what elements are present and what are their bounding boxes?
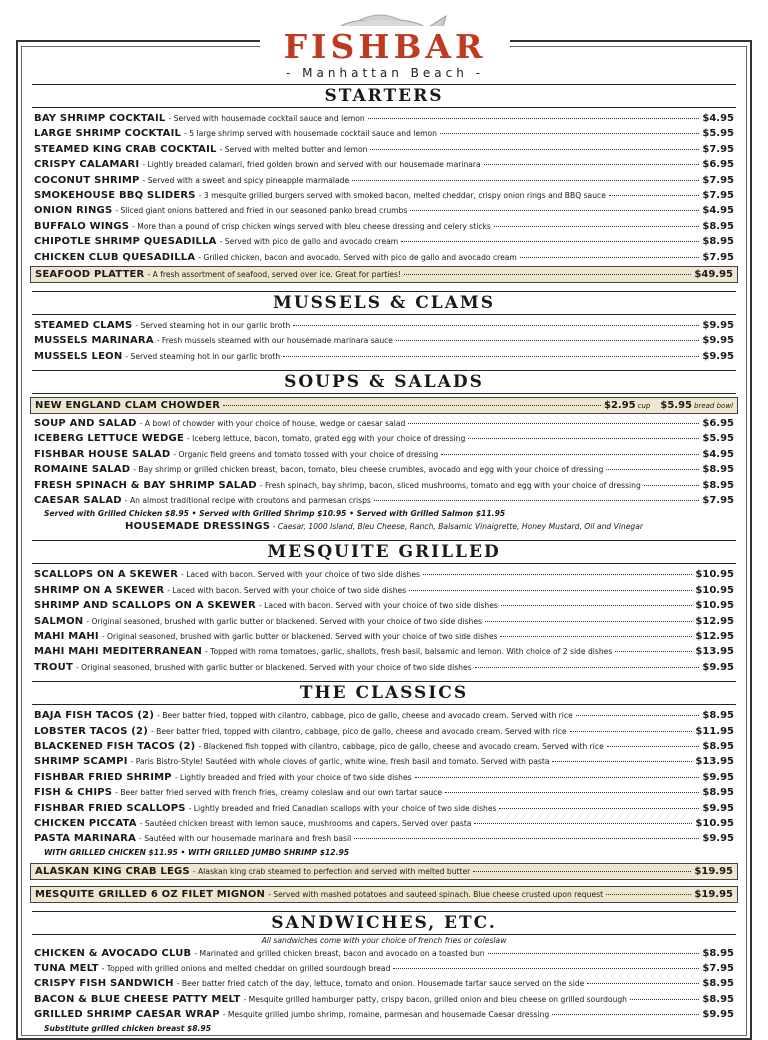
item-name: CHICKEN PICCATA — [34, 817, 137, 829]
leader-dots — [441, 454, 699, 455]
item-description: - Beer batter fried catch of the day, lettuce, tomato and onion. Housemade tartar sauce served on the side — [176, 979, 585, 989]
section-title-classics: THE CLASSICS — [32, 681, 736, 705]
item-name: FISHBAR FRIED SCALLOPS — [34, 802, 186, 814]
leader-dots — [552, 1014, 699, 1015]
item-price: $4.95 — [702, 448, 734, 460]
item-name: STEAMED KING CRAB COCKTAIL — [34, 143, 217, 155]
item-price: $9.95 — [702, 802, 734, 814]
item-name: SOUP AND SALAD — [34, 418, 137, 430]
menu-item-feature — [30, 886, 738, 903]
item-name: FISHBAR FRIED SHRIMP — [34, 771, 172, 783]
item-name: BACON & BLUE CHEESE PATTY MELT — [34, 993, 241, 1005]
item-name: CHICKEN & AVOCADO CLUB — [34, 947, 192, 959]
item-name: MESQUITE GRILLED 6 OZ FILET MIGNON — [35, 888, 266, 900]
item-price: $9.95 — [702, 1009, 734, 1021]
leader-dots — [576, 715, 700, 716]
item-price: $8.95 — [702, 479, 734, 491]
item-name: ICEBERG LETTUCE WEDGE — [34, 433, 184, 445]
item-price: $7.95 — [702, 143, 734, 155]
menu-item — [30, 173, 738, 188]
location-tagline: - Manhattan Beach - — [286, 66, 484, 80]
item-description: - Alaskan king crab steamed to perfection and served with melted butter — [192, 866, 471, 876]
section-title-starters: STARTERS — [32, 84, 736, 108]
item-description: - Lightly breaded and fried Canadian scallops with your choice of two side dishes — [188, 803, 497, 813]
leader-dots — [374, 500, 699, 501]
item-price: $5.95 — [702, 433, 734, 445]
item-name: MAHI MAHI — [34, 630, 99, 642]
item-description: - Mesquite grilled hamburger patty, crispy bacon, grilled onion and bleu cheese on grilled sourdough — [243, 994, 627, 1004]
item-description: - 5 large shrimp served with housemade cocktail sauce and lemon — [184, 129, 437, 139]
leader-dots — [630, 999, 699, 1000]
menu-item — [30, 831, 738, 846]
leader-dots — [368, 118, 700, 119]
item-description: - Topped with roma tomatoes, garlic, shallots, fresh basil, balsamic and lemon. With choice of 2 side dishes — [205, 647, 613, 657]
item-name: SEAFOOD PLATTER — [35, 268, 145, 280]
leader-dots — [283, 356, 699, 357]
menu-item — [30, 598, 738, 613]
leader-dots — [606, 469, 699, 470]
item-description: - Topped with grilled onions and melted cheddar on grilled sourdough bread — [101, 964, 391, 974]
mussels-list — [30, 318, 738, 364]
item-description: - Served steaming hot in our garlic broth — [135, 320, 291, 330]
menu-item — [30, 126, 738, 141]
item-price: $10.95 — [695, 584, 734, 596]
brand-logo: FISHBAR — [283, 27, 487, 66]
menu-item — [30, 188, 738, 203]
starters-list — [30, 111, 738, 265]
item-name: CAESAR SALAD — [34, 495, 122, 507]
menu-item — [30, 234, 738, 249]
item-description: - A fresh assortment of seafood, served over ice. Great for parties! — [147, 269, 401, 279]
item-description: - Served with melted butter and lemon — [219, 144, 368, 154]
leader-dots — [410, 210, 699, 211]
item-name: SMOKEHOUSE BBQ SLIDERS — [34, 189, 196, 201]
caesar-addons: Served with Grilled Chicken $8.95 • Served with Grilled Shrimp $10.95 • Served with Grilled Salmon $11.95 — [44, 509, 506, 519]
leader-dots — [409, 590, 692, 591]
leader-dots — [474, 823, 692, 824]
item-name: SHRIMP AND SCALLOPS ON A SKEWER — [34, 600, 256, 612]
section-title-soups: SOUPS & SALADS — [32, 370, 736, 394]
item-price: $8.95 — [702, 236, 734, 248]
mesquite-list — [30, 567, 738, 675]
item-price: $7.95 — [702, 495, 734, 507]
item-name: SHRIMP ON A SKEWER — [34, 584, 165, 596]
item-price: $9.95 — [702, 335, 734, 347]
item-price: $13.95 — [695, 756, 734, 768]
item-price: $9.95 — [702, 661, 734, 673]
leader-dots — [500, 636, 692, 637]
leader-dots — [475, 667, 700, 668]
item-description: - Paris Bistro-Style! Sautéed with whole cloves of garlic, white wine, fresh basil and tomato. Served with pasta — [130, 757, 550, 767]
menu-item — [30, 478, 738, 493]
item-description: - Marinated and grilled chicken breast, bacon and avocado on a toasted bun — [194, 948, 485, 958]
item-name: ALASKAN KING CRAB LEGS — [35, 865, 190, 877]
section-title-sandwiches: SANDWICHES, ETC. — [32, 911, 736, 935]
item-name: CHIPOTLE SHRIMP QUESADILLA — [34, 236, 217, 248]
item-price: $10.95 — [695, 817, 734, 829]
item-description: - 3 mesquite grilled burgers served with smoked bacon, melted cheddar, crispy onion rings and BBQ sauce — [198, 190, 606, 200]
item-name: CRISPY FISH SANDWICH — [34, 978, 174, 990]
item-description: - Served with a sweet and spicy pineapple marmalade — [142, 175, 350, 185]
item-name: BAY SHRIMP COCKTAIL — [34, 113, 166, 124]
cup-price: $2.95 — [604, 400, 636, 412]
item-price: $10.95 — [695, 569, 734, 581]
item-name: TUNA MELT — [34, 963, 99, 975]
leader-dots — [393, 968, 699, 969]
item-name: ROMAINE SALAD — [34, 464, 131, 476]
item-price: $9.95 — [702, 833, 734, 845]
leader-dots — [606, 894, 691, 895]
leader-dots — [354, 838, 699, 839]
item-description: - Fresh spinach, bay shrimp, bacon, sliced mushrooms, tomato and egg with your choice of dressing — [259, 480, 641, 490]
menu-item-feature — [30, 863, 738, 880]
menu-item-feature — [30, 397, 738, 414]
item-description: - Lightly breaded calamari, fried golden brown and served with our housemade marinara — [142, 160, 481, 170]
item-price: $4.95 — [702, 113, 734, 124]
menu-content — [30, 84, 738, 1035]
item-price: $8.95 — [702, 740, 734, 752]
item-name: MAHI MAHI MEDITERRANEAN — [34, 646, 203, 658]
menu-item — [30, 660, 738, 675]
wrap-substitution: Substitute grilled chicken breast $8.95 — [44, 1023, 212, 1033]
bowl-label: bread bowl — [694, 402, 733, 411]
item-price: $8.95 — [702, 947, 734, 959]
leader-dots — [587, 983, 699, 984]
leader-dots — [644, 485, 700, 486]
leader-dots — [609, 195, 699, 196]
menu-item — [30, 644, 738, 659]
item-description: - Iceberg lettuce, bacon, tomato, grated egg with your choice of dressing — [186, 434, 466, 444]
menu-item — [30, 157, 738, 172]
menu-item — [30, 318, 738, 333]
header — [260, 26, 510, 82]
menu-item — [30, 219, 738, 234]
item-price: $12.95 — [695, 615, 734, 627]
item-name: ONION RINGS — [34, 205, 113, 217]
menu-item — [30, 785, 738, 800]
menu-item — [30, 567, 738, 582]
leader-dots — [570, 731, 693, 732]
leader-dots — [520, 257, 700, 258]
item-description: - Lightly breaded and fried with your choice of two side dishes — [174, 772, 412, 782]
leader-dots — [440, 133, 699, 134]
item-description: - Beer batter fried, topped with cilantro, cabbage, pico de gallo, cheese and avocado cream. Served with rice — [150, 726, 567, 736]
leader-dots — [401, 241, 699, 242]
item-name: SCALLOPS ON A SKEWER — [34, 569, 179, 581]
item-description: - Served with mashed potatoes and sauteed spinach. Blue cheese crusted upon request — [268, 889, 604, 899]
menu-item — [30, 447, 738, 462]
item-description: - Original seasoned, brushed with garlic butter or blackened. Served with your choice of two side dishes — [86, 616, 482, 626]
item-description: - Served with pico de gallo and avocado cream — [219, 237, 399, 247]
sandwiches-note: All sandwiches come with your choice of french fries or coleslaw — [261, 935, 507, 945]
item-price: $19.95 — [694, 865, 733, 877]
leader-dots — [370, 149, 699, 150]
item-name: BAJA FISH TACOS (2) — [34, 710, 155, 722]
menu-item — [30, 961, 738, 976]
classics-list — [30, 708, 738, 847]
cup-label: cup — [637, 402, 651, 411]
item-name: GRILLED SHRIMP CAESAR WRAP — [34, 1009, 220, 1021]
leader-dots — [473, 871, 691, 872]
menu-item — [30, 739, 738, 754]
item-price: $8.95 — [702, 787, 734, 799]
item-price: $6.95 — [702, 159, 734, 171]
leader-dots — [408, 423, 699, 424]
menu-item — [30, 724, 738, 739]
dressings-list: - Caesar, 1000 Island, Bleu Cheese, Ranch, Balsamic Vinaigrette, Honey Mustard, Oil and Vinegar — [272, 522, 644, 532]
leader-dots — [488, 953, 700, 954]
item-price: $19.95 — [694, 888, 733, 900]
item-price: $10.95 — [695, 600, 734, 612]
menu-item — [30, 976, 738, 991]
leader-dots — [552, 761, 692, 762]
section-title-mesquite: MESQUITE GRILLED — [32, 540, 736, 564]
item-price: $13.95 — [695, 646, 734, 658]
item-name: BLACKENED FISH TACOS (2) — [34, 740, 196, 752]
item-price: $7.95 — [702, 189, 734, 201]
item-price: $9.95 — [702, 350, 734, 362]
item-description: - Laced with bacon. Served with your choice of two side dishes — [258, 601, 498, 611]
leader-dots — [484, 164, 700, 165]
item-price: $8.95 — [702, 220, 734, 232]
leader-dots — [607, 746, 700, 747]
item-price: $8.95 — [702, 464, 734, 476]
item-price: $11.95 — [695, 725, 734, 737]
leader-dots — [445, 792, 699, 793]
item-description: - An almost traditional recipe with croutons and parmesan crisps — [124, 496, 371, 506]
item-price: $5.95 — [702, 128, 734, 140]
item-price: $7.95 — [702, 251, 734, 263]
item-description: - Laced with bacon. Served with your choice of two side dishes — [167, 585, 407, 595]
item-price: $8.95 — [702, 993, 734, 1005]
menu-item — [30, 493, 738, 508]
leader-dots — [404, 274, 691, 275]
item-price: $49.95 — [694, 268, 733, 280]
item-name: CHICKEN CLUB QUESADILLA — [34, 251, 196, 263]
item-name: LARGE SHRIMP COCKTAIL — [34, 128, 182, 140]
menu-item — [30, 142, 738, 157]
item-description: - Sautéed with our housemade marinara and fresh basil — [139, 834, 352, 844]
leader-dots — [468, 438, 699, 439]
leader-dots — [501, 605, 693, 606]
item-price: $9.95 — [702, 771, 734, 783]
menu-item — [30, 754, 738, 769]
leader-dots — [494, 226, 700, 227]
leader-dots — [223, 405, 601, 406]
item-description: - Sautéed chicken breast with lemon sauce, mushrooms and capers. Served over pasta — [139, 818, 472, 828]
item-description: - Served steaming hot in our garlic broth — [125, 351, 281, 361]
item-description: - Original seasoned, brushed with garlic butter or blackened. Served with your choice of two side dishes — [101, 631, 498, 641]
item-name: NEW ENGLAND CLAM CHOWDER — [35, 400, 221, 412]
item-name: TROUT — [34, 661, 73, 673]
item-price: $12.95 — [695, 630, 734, 642]
section-title-mussels: MUSSELS & CLAMS — [32, 291, 736, 315]
sandwiches-list — [30, 946, 738, 1023]
item-name: LOBSTER TACOS (2) — [34, 725, 148, 737]
pasta-addons: WITH GRILLED CHICKEN $11.95 • WITH GRILLED JUMBO SHRIMP $12.95 — [44, 847, 350, 857]
item-description: - Fresh mussels steamed with our housemade marinara sauce — [156, 336, 393, 346]
item-price: $8.95 — [702, 978, 734, 990]
leader-dots — [485, 621, 692, 622]
item-name: COCONUT SHRIMP — [34, 174, 140, 186]
item-description: - Blackened fish topped with cilantro, cabbage, pico de gallo, cheese and avocado cream. Served with rice — [198, 741, 604, 751]
item-description: - Organic field greens and tomato tossed with your choice of dressing — [173, 449, 439, 459]
item-description: - More than a pound of crisp chicken wings served with bleu cheese dressing and celery sticks — [132, 221, 491, 231]
item-description: - Beer batter fried, topped with cilantro, cabbage, pico de gallo, cheese and avocado cream. Served with rice — [157, 711, 573, 721]
item-description: - Grilled chicken, bacon and avocado. Served with pico de gallo and avocado cream — [198, 252, 517, 262]
menu-item — [30, 1007, 738, 1022]
item-description: - Bay shrimp or grilled chicken breast, bacon, tomato, bleu cheese crumbles, avocado and egg with your choice of dressing — [133, 465, 604, 475]
item-description: - Mesquite grilled jumbo shrimp, romaine, parmesan and housemade Caesar dressing — [222, 1010, 550, 1020]
item-description: - Original seasoned, brushed with garlic butter or blackened. Served with your choice of two side dishes — [75, 662, 472, 672]
leader-dots — [423, 574, 692, 575]
item-description: - A bowl of chowder with your choice of house, wedge or caesar salad — [139, 419, 406, 429]
menu-item — [30, 946, 738, 961]
item-name: STEAMED CLAMS — [34, 319, 133, 331]
item-price: $6.95 — [702, 418, 734, 430]
bowl-price: $5.95 — [660, 400, 693, 412]
item-name: BUFFALO WINGS — [34, 220, 130, 232]
leader-dots — [415, 777, 700, 778]
item-price: $7.95 — [702, 174, 734, 186]
item-name: PASTA MARINARA — [34, 833, 137, 845]
leader-dots — [293, 325, 699, 326]
item-price: $9.95 — [702, 319, 734, 331]
item-price: $7.95 — [702, 963, 734, 975]
menu-item-feature — [30, 266, 738, 283]
item-description: - Laced with bacon. Served with your choice of two side dishes — [181, 570, 421, 580]
dressings-label: HOUSEMADE DRESSINGS — [124, 521, 271, 533]
menu-item — [30, 801, 738, 816]
item-description: - Beer batter fried served with french fries, creamy coleslaw and our own tartar sauce — [115, 788, 443, 798]
leader-dots — [615, 651, 692, 652]
menu-item — [30, 431, 738, 446]
menu-item — [30, 816, 738, 831]
menu-item — [30, 770, 738, 785]
leader-dots — [499, 808, 699, 809]
item-name: MUSSELS LEON — [34, 350, 123, 362]
menu-item — [30, 708, 738, 723]
menu-item — [30, 333, 738, 348]
item-description: - Sliced giant onions battered and fried in our seasoned panko bread crumbs — [115, 206, 408, 216]
item-price: $8.95 — [702, 710, 734, 722]
item-name: CRISPY CALAMARI — [34, 159, 140, 171]
item-description: - Served with housemade cocktail sauce and lemon — [168, 114, 365, 123]
item-name: SALMON — [34, 615, 84, 627]
item-name: FISH & CHIPS — [34, 787, 113, 799]
menu-item — [30, 203, 738, 218]
item-name: MUSSELS MARINARA — [34, 335, 154, 347]
menu-item — [30, 349, 738, 364]
item-name: FISHBAR HOUSE SALAD — [34, 448, 171, 460]
item-name: SHRIMP SCAMPI — [34, 756, 128, 768]
menu-item — [30, 583, 738, 598]
soups-list — [30, 416, 738, 508]
menu-item — [30, 462, 738, 477]
item-name: FRESH SPINACH & BAY SHRIMP SALAD — [34, 479, 257, 491]
item-price: $4.95 — [702, 205, 734, 217]
dressings-line — [30, 520, 738, 534]
menu-item — [30, 416, 738, 431]
leader-dots — [352, 180, 699, 181]
menu-item — [30, 629, 738, 644]
menu-item — [30, 250, 738, 265]
menu-item — [30, 614, 738, 629]
leader-dots — [396, 340, 699, 341]
menu-item — [30, 992, 738, 1007]
menu-item — [30, 111, 738, 126]
